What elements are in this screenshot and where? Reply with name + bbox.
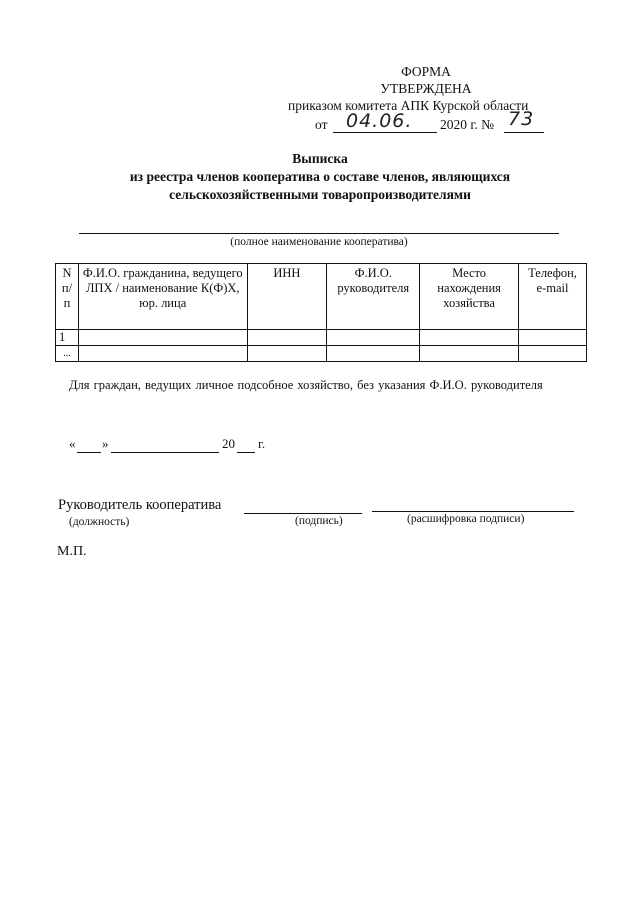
table-cell bbox=[519, 330, 587, 346]
order-date-line bbox=[306, 108, 576, 137]
form-label: ФОРМА bbox=[401, 64, 451, 79]
order-label: приказом комитета АПК Курской области bbox=[288, 98, 529, 113]
table-cell bbox=[78, 330, 247, 346]
table-row bbox=[56, 346, 587, 362]
sign-caption: (подпись) bbox=[295, 515, 343, 527]
header-name: Ф.И.О. гражданина, ведущего ЛПХ / наименование К(Ф)Х, юр. лица bbox=[78, 264, 247, 330]
table-cell bbox=[420, 330, 519, 346]
table-header-row bbox=[56, 264, 587, 330]
year-suffix: г. bbox=[258, 436, 266, 451]
header-location: Место нахождения хозяйства bbox=[420, 264, 519, 330]
open-quote: « bbox=[69, 436, 76, 451]
position-caption: (должность) bbox=[69, 516, 130, 528]
number-field bbox=[504, 131, 544, 133]
coop-name-caption: (полное наименование кооператива) bbox=[230, 236, 408, 248]
approved-label: УТВЕРЖДЕНА bbox=[380, 81, 472, 96]
signature-line bbox=[244, 512, 362, 514]
century-label: 20 bbox=[222, 436, 235, 451]
title-line-1: Выписка bbox=[292, 151, 348, 166]
table-cell: ... bbox=[56, 346, 79, 362]
close-quote: » bbox=[102, 436, 109, 451]
table-cell bbox=[327, 330, 420, 346]
day-field bbox=[77, 451, 101, 453]
document-title bbox=[60, 150, 580, 204]
table-cell bbox=[420, 346, 519, 362]
from-label: от bbox=[315, 117, 328, 132]
footnote: Для граждан, ведущих личное подсобное хозяйство, без указания Ф.И.О. руководителя bbox=[69, 378, 543, 392]
title-line-2: из реестра членов кооператива о составе членов, являющихся bbox=[129, 169, 511, 184]
table-row bbox=[56, 330, 587, 346]
handwritten-number: 73 bbox=[508, 108, 535, 130]
year-field bbox=[237, 451, 255, 453]
date-line bbox=[69, 436, 289, 456]
table-cell bbox=[519, 346, 587, 362]
title-line-3: сельскохозяйственными товаропроизводителями bbox=[169, 187, 471, 202]
table-cell bbox=[247, 330, 327, 346]
handwritten-date: 04.06. bbox=[346, 110, 413, 132]
decode-line bbox=[372, 510, 574, 512]
year-number-label: 2020 г. № bbox=[440, 117, 495, 132]
table-cell bbox=[247, 346, 327, 362]
stamp-place: М.П. bbox=[57, 544, 87, 559]
table-cell: 1 bbox=[56, 330, 79, 346]
header-inn: ИНН bbox=[247, 264, 327, 330]
month-field bbox=[111, 451, 219, 453]
approval-block bbox=[288, 63, 560, 114]
header-number: N п/п bbox=[56, 264, 79, 330]
register-table bbox=[55, 263, 587, 362]
table-cell bbox=[327, 346, 420, 362]
signature-label: Руководитель кооператива bbox=[58, 497, 222, 513]
header-contacts: Телефон, e-mail bbox=[519, 264, 587, 330]
coop-name-line bbox=[79, 232, 559, 234]
decode-caption: (расшифровка подписи) bbox=[407, 513, 525, 525]
table-cell bbox=[78, 346, 247, 362]
header-manager: Ф.И.О. руководителя bbox=[327, 264, 420, 330]
